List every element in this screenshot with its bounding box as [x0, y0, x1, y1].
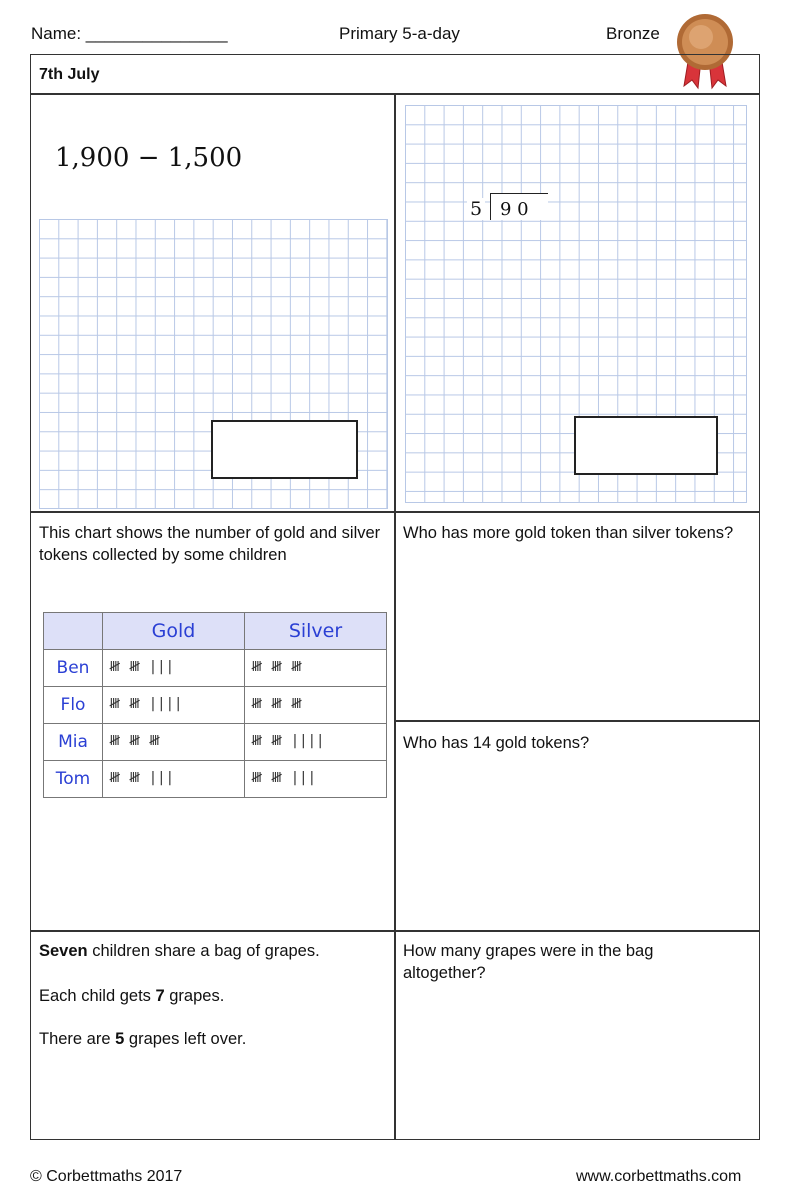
table-row: [44, 724, 387, 761]
worksheet-title: Primary 5-a-day: [339, 24, 460, 43]
tally-table: [43, 612, 387, 798]
child-name: Tom: [44, 761, 103, 798]
column-header-silver: Silver: [245, 613, 387, 650]
answer-box[interactable]: [211, 420, 358, 479]
subtraction-expression: 1,900 − 1,500: [55, 143, 243, 173]
gold-tally: 𝍸 𝍸 ||||: [103, 687, 245, 724]
bold-word: Seven: [39, 942, 88, 960]
copyright: © Corbettmaths 2017: [30, 1168, 183, 1185]
grapes-line-2: [39, 985, 384, 1007]
column-header-gold: Gold: [103, 613, 245, 650]
child-name: Flo: [44, 687, 103, 724]
divider: [394, 94, 396, 1140]
question-intro: This chart shows the number of gold and silver tokens collected by some children: [39, 524, 381, 564]
level-label: Bronze: [606, 24, 660, 43]
text: Each child gets: [39, 987, 156, 1005]
question-14-gold: Who has 14 gold tokens?: [403, 734, 590, 752]
question-more-gold: Who has more gold token than silver tokens?: [403, 524, 734, 542]
table-corner: [44, 613, 103, 650]
text: grapes.: [164, 987, 225, 1005]
silver-tally: 𝍸 𝍸 𝍸: [245, 687, 387, 724]
gold-tally: 𝍸 𝍸 𝍸: [103, 724, 245, 761]
text: children share a bag of grapes.: [87, 942, 320, 960]
silver-tally: 𝍸 𝍸 ||||: [245, 724, 387, 761]
name-label: Name: _______________: [31, 24, 228, 43]
divider: [30, 930, 760, 932]
website-link[interactable]: www.corbettmaths.com: [576, 1168, 742, 1185]
gold-tally: 𝍸 𝍸 |||: [103, 650, 245, 687]
gold-tally: 𝍸 𝍸 |||: [103, 761, 245, 798]
table-row: [44, 761, 387, 798]
text: There are: [39, 1030, 116, 1048]
grapes-line-1: [39, 940, 384, 962]
grapes-line-3: [39, 1028, 384, 1050]
question-grapes-total: How many grapes were in the bag altogether?: [403, 942, 654, 982]
date-label: 7th July: [39, 66, 100, 83]
divider: [395, 720, 760, 722]
divisor: 5: [467, 198, 485, 220]
bold-number: 7: [155, 987, 165, 1005]
bold-number: 5: [115, 1030, 125, 1048]
table-row: [44, 650, 387, 687]
silver-tally: 𝍸 𝍸 𝍸: [245, 650, 387, 687]
text: grapes left over.: [124, 1030, 247, 1048]
divider: [30, 511, 760, 513]
dividend: 9 0: [500, 199, 529, 220]
answer-box[interactable]: [574, 416, 718, 475]
child-name: Mia: [44, 724, 103, 761]
silver-tally: 𝍸 𝍸 |||: [245, 761, 387, 798]
child-name: Ben: [44, 650, 103, 687]
table-row: [44, 687, 387, 724]
